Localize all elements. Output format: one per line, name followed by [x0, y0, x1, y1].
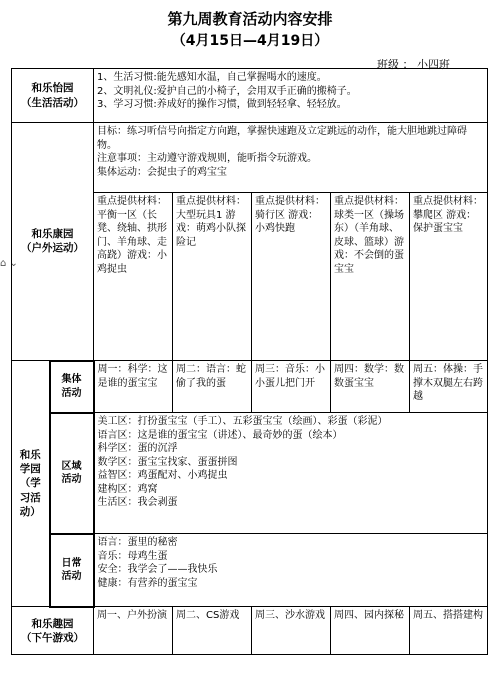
area-item: 益智区：鸡蛋配对、小鸡捉虫: [97, 470, 228, 481]
daily-item: 健康：有营养的蛋宝宝: [97, 577, 198, 589]
fun-day: 周五、搭搭建构: [410, 607, 488, 655]
study-section-label: [12, 361, 50, 607]
health-day: 重点提供材料：大型玩具1 游戏：萌鸡小队探险记: [173, 193, 252, 361]
life-name: 和乐怡园: [31, 82, 74, 95]
study-group-row: [12, 361, 488, 413]
health-group: 集体运动：会捉虫子的鸡宝宝: [97, 166, 227, 178]
study-area-row: [12, 413, 488, 534]
health-day: 重点提供材料：骑行区 游戏：小鸡快跑: [252, 193, 331, 361]
schedule-table: [11, 68, 488, 655]
fun-row: [12, 607, 488, 655]
page-title: 第九周教育活动内容安排: [167, 10, 333, 28]
daily-label-2: 活动: [61, 571, 82, 582]
life-item: 1、生活习惯:能先感知水温，自己掌握喝水的速度。: [97, 72, 327, 83]
fun-day: 周一、户外扮演: [94, 607, 173, 655]
group-activity-label: [50, 361, 94, 413]
health-name: 和乐康园: [31, 228, 74, 241]
area-item: 生活区：我会剥蛋: [97, 497, 178, 508]
group-day: 周二：语言：蛇偷了我的蛋: [173, 361, 252, 413]
daily-item: 音乐：母鸡生蛋: [97, 550, 168, 562]
life-subname: （生活活动）: [21, 96, 84, 109]
health-info: [94, 123, 488, 193]
life-content: [94, 69, 488, 123]
health-day: 重点提供材料：平衡一区（长凳、绕轴、拱形门、羊角球、走高跷）游戏：小鸡捉虫: [94, 193, 173, 361]
health-section-label: [12, 123, 94, 361]
group-day: 周三：音乐：小小蛋儿把门开: [252, 361, 331, 413]
area-item: 美工区：打扮蛋宝宝（手工）、五彩蛋宝宝（绘画）、彩蛋（彩泥）: [97, 416, 388, 427]
fun-name: 和乐趣园: [31, 617, 74, 630]
fun-section-label: [12, 607, 94, 655]
side-marker[interactable]: ⌂ ⌄: [0, 258, 18, 269]
health-day: 重点提供材料：球类一区（操场东）（羊角球、皮球、篮球）游戏：不会倒的蛋宝宝: [331, 193, 410, 361]
life-item: 2、文明礼仪:爱护自己的小椅子，会用双手正确的搬椅子。: [97, 85, 357, 97]
health-notice: 注意事项：主动遵守游戏规则，能听指令玩游戏。: [97, 153, 317, 164]
area-item: 科学区：蛋的沉浮: [97, 443, 178, 454]
area-item: 数学区：蛋宝宝找家、蛋蛋拼图: [97, 456, 238, 468]
study-daily-row: [12, 534, 488, 607]
group-day: 周五：体操：手撑木双腿左右跨越: [410, 361, 488, 413]
area-label-1: 区域: [61, 460, 82, 472]
area-activity-label: [50, 413, 94, 534]
fun-day: 周四、园内探秘: [331, 607, 410, 655]
group-day: 周一：科学：这是谁的蛋宝宝: [94, 361, 173, 413]
daily-content: [94, 534, 488, 607]
life-row: [12, 69, 488, 123]
area-label-2: 活动: [61, 474, 82, 485]
daily-label-1: 日常: [61, 557, 82, 569]
health-subname: （户外运动）: [21, 242, 84, 255]
area-content: [94, 413, 488, 534]
area-item: 建构区：鸡窝: [97, 483, 158, 495]
health-goal: 目标：练习听信号向指定方向跑，掌握快速跑及立定跳远的动作，能大胆地跳过障碍物。: [97, 126, 467, 151]
fun-day: 周三、沙水游戏: [252, 607, 331, 655]
fun-day: 周二、CS游戏: [173, 607, 252, 655]
group-day: 周四：数学：数数蛋宝宝: [331, 361, 410, 413]
health-day: 重点提供材料：攀爬区 游戏：保护蛋宝宝: [410, 193, 488, 361]
study-name: 和乐学园（学习活动）: [19, 449, 41, 518]
life-item: 3、学习习惯:养成好的操作习惯，做到轻轻拿、轻轻放。: [97, 99, 347, 110]
date-range: （4月15日—4月19日）: [171, 33, 329, 49]
group-label-2: 活动: [61, 387, 82, 399]
daily-item: 语言：蛋里的秘密: [97, 537, 178, 548]
fun-subname: （下午游戏）: [21, 631, 84, 644]
area-item: 语言区：这是谁的蛋宝宝（讲述）、最奇妙的蛋（绘本）: [97, 429, 343, 441]
life-section-label: [12, 69, 94, 123]
class-label: 班级 ： 小四班: [377, 58, 450, 71]
daily-item: 安全：我学会了——我快乐: [97, 564, 218, 575]
group-label-1: 集体: [61, 374, 82, 385]
health-info-row: [12, 123, 488, 193]
daily-activity-label: [50, 534, 94, 607]
